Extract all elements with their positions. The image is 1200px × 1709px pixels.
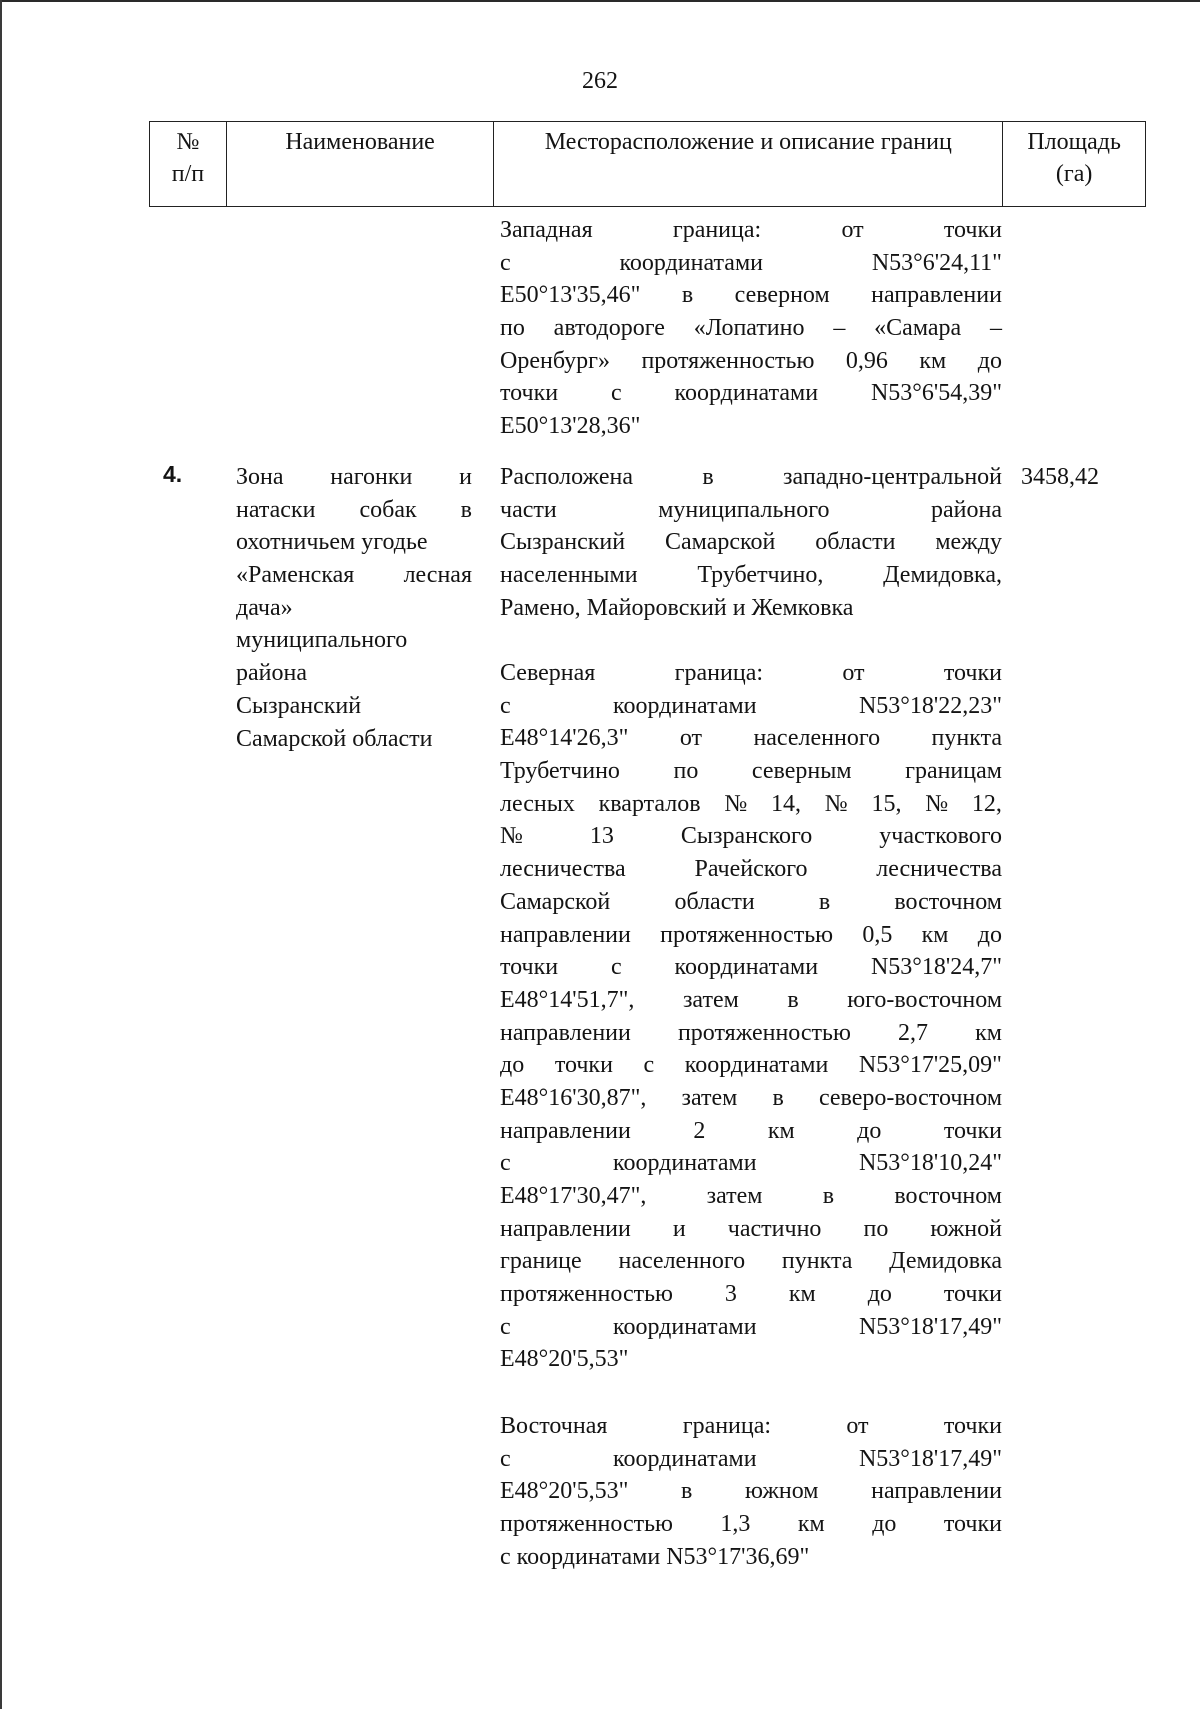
word: протяженностью bbox=[500, 1281, 673, 1308]
header-area-line-2: (га) bbox=[1055, 161, 1093, 187]
word: муниципального bbox=[658, 496, 830, 523]
word: восточном bbox=[894, 888, 1002, 915]
word: № bbox=[500, 823, 523, 850]
word: границе bbox=[500, 1248, 582, 1275]
text-line bbox=[500, 1049, 1002, 1082]
word: с bbox=[500, 692, 511, 719]
table-header bbox=[149, 121, 1146, 207]
text-line bbox=[500, 853, 1002, 886]
word: лесная bbox=[403, 562, 472, 589]
word: 0,96 bbox=[845, 347, 888, 374]
word: в bbox=[460, 496, 472, 523]
text-line bbox=[500, 1410, 1002, 1443]
word: Северная bbox=[500, 660, 596, 686]
word: населенного bbox=[753, 725, 881, 752]
word: N53°6'24,11" bbox=[871, 249, 1002, 276]
word: северо-восточном bbox=[818, 1084, 1002, 1111]
word: граница: bbox=[682, 1413, 772, 1439]
word: до bbox=[500, 1052, 525, 1079]
word: Демидовка, bbox=[883, 562, 1002, 589]
word: 1,3 bbox=[720, 1511, 751, 1538]
word: населенными bbox=[500, 562, 638, 589]
word: участкового bbox=[879, 823, 1002, 850]
word: км bbox=[975, 1019, 1002, 1046]
word: с bbox=[611, 380, 622, 407]
word: по bbox=[673, 758, 699, 785]
word: км bbox=[921, 921, 949, 948]
word: Восточная bbox=[500, 1413, 608, 1439]
word: E48°16'30,87", bbox=[500, 1084, 647, 1111]
text-line bbox=[500, 755, 1002, 788]
word: Демидовка bbox=[889, 1248, 1002, 1275]
text-line bbox=[500, 984, 1002, 1017]
word: «Лопатино bbox=[693, 315, 805, 342]
word: между bbox=[935, 529, 1002, 556]
word: точки bbox=[943, 660, 1002, 686]
text-line bbox=[500, 214, 1002, 247]
word: координатами bbox=[684, 1052, 829, 1079]
word: в bbox=[681, 282, 694, 309]
text-line bbox=[236, 723, 472, 756]
word: координатами bbox=[613, 1313, 757, 1340]
word: 2,7 bbox=[898, 1019, 929, 1046]
word: западно-центральной bbox=[783, 464, 1002, 490]
word: Оренбург» bbox=[500, 347, 610, 374]
word: от bbox=[841, 217, 864, 243]
word: координатами bbox=[613, 1445, 757, 1472]
word: протяженностью bbox=[641, 347, 815, 374]
word: в bbox=[787, 986, 799, 1013]
page-number: 262 bbox=[582, 68, 618, 94]
word: E48°17'30,47", bbox=[500, 1183, 647, 1209]
word: N53°18'17,49" bbox=[858, 1445, 1002, 1472]
text-line bbox=[500, 526, 1002, 559]
word: км bbox=[788, 1281, 816, 1308]
word: «Самара bbox=[874, 315, 962, 342]
word: E50°13'28,36" bbox=[500, 413, 641, 440]
word: от bbox=[679, 725, 702, 752]
word: по bbox=[863, 1215, 889, 1242]
word: N53°18'24,7" bbox=[870, 954, 1002, 981]
word: направлении bbox=[871, 282, 1002, 309]
word: 12, bbox=[971, 790, 1002, 817]
word: км bbox=[919, 347, 947, 374]
word: N53°17'25,09" bbox=[858, 1052, 1002, 1079]
text-line bbox=[500, 345, 1002, 378]
word: протяженностью bbox=[677, 1019, 851, 1046]
word: N53°18'17,49" bbox=[858, 1313, 1002, 1340]
word: Самарской области bbox=[236, 725, 433, 752]
word: протяженностью bbox=[660, 921, 834, 948]
word: Сызранский bbox=[236, 692, 362, 719]
word: области bbox=[674, 888, 755, 915]
word: точки bbox=[500, 954, 559, 981]
word: направлении bbox=[500, 1117, 631, 1144]
word: протяженностью bbox=[500, 1511, 673, 1538]
word: 13 bbox=[589, 823, 614, 850]
word: пункта bbox=[931, 725, 1002, 752]
word: Трубетчино, bbox=[697, 562, 824, 589]
word: № bbox=[724, 790, 748, 817]
text-line bbox=[500, 1180, 1002, 1213]
word: до bbox=[977, 921, 1002, 948]
text-line bbox=[500, 1311, 1002, 1344]
text-line bbox=[500, 951, 1002, 984]
word: с bbox=[500, 1313, 511, 1340]
word: лесничества bbox=[500, 856, 626, 883]
word: точки bbox=[554, 1052, 613, 1079]
text-line bbox=[236, 624, 472, 657]
word: от bbox=[842, 660, 865, 686]
word: охотничьем угодье bbox=[236, 529, 428, 556]
word: затем bbox=[706, 1183, 763, 1209]
previous-row-west-boundary bbox=[500, 214, 1002, 443]
word: км bbox=[767, 1117, 795, 1144]
word: в bbox=[822, 1183, 835, 1209]
word: от bbox=[846, 1413, 869, 1439]
text-line bbox=[500, 820, 1002, 853]
word: точки bbox=[943, 1281, 1002, 1308]
text-line bbox=[236, 494, 472, 527]
word: направлении bbox=[500, 921, 631, 948]
word: района bbox=[931, 496, 1002, 523]
text-line bbox=[500, 690, 1002, 723]
word: 3 bbox=[724, 1281, 737, 1308]
word: 15, bbox=[871, 790, 902, 817]
word: координатами bbox=[674, 380, 819, 407]
word: 14, bbox=[771, 790, 802, 817]
word: с bbox=[500, 249, 511, 276]
header-number-line-2: п/п bbox=[171, 161, 205, 187]
word: Зона bbox=[236, 464, 284, 490]
text-line bbox=[500, 494, 1002, 527]
word: E48°14'26,3" bbox=[500, 725, 629, 752]
word: частично bbox=[727, 1215, 822, 1242]
word: координатами bbox=[619, 249, 763, 276]
text-line bbox=[500, 1213, 1002, 1246]
header-location-cell: Месторасположение и описание границ bbox=[494, 122, 1003, 206]
word: затем bbox=[681, 1084, 738, 1111]
header-area-cell bbox=[1003, 122, 1145, 206]
text-line bbox=[236, 592, 472, 625]
word: Расположена bbox=[500, 464, 633, 490]
word: точки bbox=[500, 380, 559, 407]
word: Сызранского bbox=[680, 823, 813, 850]
word: кварталов bbox=[598, 790, 701, 817]
word: координатами bbox=[516, 1543, 661, 1570]
text-line bbox=[500, 1475, 1002, 1508]
word: пункта bbox=[781, 1248, 853, 1275]
north-boundary bbox=[500, 657, 1002, 1376]
word: до bbox=[872, 1511, 897, 1538]
word: до bbox=[977, 347, 1002, 374]
word: Рамено, Майоровский и Жемковка bbox=[500, 594, 854, 621]
word: точки bbox=[943, 1511, 1002, 1538]
row-number: 4. bbox=[163, 461, 183, 487]
word: южной bbox=[930, 1215, 1002, 1242]
word: Трубетчино bbox=[500, 758, 620, 785]
text-line bbox=[500, 1508, 1002, 1541]
word: точки bbox=[943, 217, 1002, 243]
header-number-line-1: № bbox=[176, 129, 200, 155]
word: Самарской bbox=[500, 888, 611, 915]
word: точки bbox=[943, 1413, 1002, 1439]
word: «Раменская bbox=[236, 562, 355, 589]
word: с bbox=[611, 954, 622, 981]
word: с bbox=[500, 1445, 511, 1472]
word: с bbox=[500, 1150, 511, 1177]
word: лесных bbox=[500, 790, 575, 817]
word: граница: bbox=[674, 660, 764, 686]
word: № bbox=[824, 790, 848, 817]
text-line bbox=[236, 461, 472, 494]
word: Рачейского bbox=[694, 856, 808, 883]
text-line bbox=[500, 1147, 1002, 1180]
header-number-cell bbox=[150, 122, 227, 206]
word: направлении bbox=[500, 1019, 631, 1046]
header-name-cell: Наименование bbox=[227, 122, 494, 206]
word: направлении bbox=[871, 1478, 1002, 1505]
word: Западная bbox=[500, 217, 593, 243]
word: по bbox=[500, 315, 525, 342]
word: автодороге bbox=[553, 315, 665, 342]
word: до bbox=[867, 1281, 892, 1308]
text-line bbox=[500, 1443, 1002, 1476]
word: нагонки bbox=[330, 464, 413, 490]
word: точки bbox=[943, 1117, 1002, 1144]
word: границам bbox=[905, 758, 1002, 785]
text-line bbox=[500, 788, 1002, 821]
row-location-intro bbox=[500, 461, 1002, 624]
word: муниципального bbox=[236, 627, 408, 654]
text-line bbox=[500, 461, 1002, 494]
word: населенного bbox=[618, 1248, 746, 1275]
text-line bbox=[500, 559, 1002, 592]
word: – bbox=[989, 315, 1002, 342]
word: Самарской bbox=[665, 529, 776, 556]
word: координатами bbox=[674, 954, 819, 981]
scan-edge-left bbox=[0, 0, 2, 1709]
text-line bbox=[500, 1278, 1002, 1311]
header-area-line-1: Площадь bbox=[1027, 129, 1121, 155]
word: граница: bbox=[672, 217, 762, 243]
word: и bbox=[459, 464, 472, 490]
word: до bbox=[857, 1117, 882, 1144]
text-line bbox=[500, 377, 1002, 410]
word: части bbox=[500, 496, 557, 523]
word: – bbox=[833, 315, 846, 342]
word: № bbox=[925, 790, 949, 817]
word: E48°20'5,53" bbox=[500, 1478, 629, 1505]
row-name bbox=[236, 461, 472, 755]
word: E48°20'5,53" bbox=[500, 1346, 629, 1373]
scan-edge-top bbox=[0, 0, 1200, 2]
text-line bbox=[500, 1245, 1002, 1278]
word: собак bbox=[359, 496, 417, 523]
word: координатами bbox=[613, 1150, 757, 1177]
word: натаски bbox=[236, 496, 316, 523]
text-line bbox=[500, 919, 1002, 952]
word: 0,5 bbox=[862, 921, 893, 948]
text-line bbox=[500, 657, 1002, 690]
text-line bbox=[500, 1017, 1002, 1050]
word: южном bbox=[744, 1478, 819, 1505]
word: затем bbox=[682, 986, 739, 1013]
text-line bbox=[500, 886, 1002, 919]
word: N53°18'10,24" bbox=[858, 1150, 1002, 1177]
word: восточном bbox=[894, 1183, 1002, 1209]
word: дача» bbox=[236, 594, 293, 621]
text-line bbox=[500, 312, 1002, 345]
text-line bbox=[236, 657, 472, 690]
word: юго-восточном bbox=[847, 986, 1002, 1013]
word: 2 bbox=[693, 1117, 706, 1144]
text-line bbox=[500, 1082, 1002, 1115]
text-line bbox=[500, 722, 1002, 755]
word: лесничества bbox=[876, 856, 1002, 883]
word: км bbox=[797, 1511, 825, 1538]
text-line bbox=[500, 279, 1002, 312]
text-line bbox=[500, 1541, 1002, 1574]
word: N53°17'36,69" bbox=[666, 1543, 810, 1570]
text-line bbox=[500, 247, 1002, 280]
text-line bbox=[236, 690, 472, 723]
text-line bbox=[236, 559, 472, 592]
word: N53°18'22,23" bbox=[858, 692, 1002, 719]
word: направлении bbox=[500, 1215, 631, 1242]
text-line bbox=[500, 1343, 1002, 1376]
word: N53°6'54,39" bbox=[870, 380, 1002, 407]
text-line bbox=[500, 1115, 1002, 1148]
word: E50°13'35,46" bbox=[500, 282, 641, 309]
word: с bbox=[500, 1543, 511, 1570]
word: координатами bbox=[613, 692, 757, 719]
east-boundary bbox=[500, 1410, 1002, 1573]
text-line bbox=[500, 592, 1002, 625]
row-area: 3458,42 bbox=[1021, 464, 1099, 490]
word: северном bbox=[734, 282, 830, 309]
word: района bbox=[236, 660, 307, 687]
word: в bbox=[772, 1084, 784, 1111]
word: в bbox=[681, 1478, 693, 1505]
word: области bbox=[815, 529, 896, 556]
word: в bbox=[702, 464, 714, 490]
text-line bbox=[500, 410, 1002, 443]
word: с bbox=[643, 1052, 655, 1079]
word: северным bbox=[751, 758, 852, 785]
word: E48°14'51,7", bbox=[500, 986, 635, 1013]
word: Сызранский bbox=[500, 529, 626, 556]
word: и bbox=[672, 1215, 686, 1242]
word: в bbox=[818, 888, 831, 915]
text-line bbox=[236, 526, 472, 559]
